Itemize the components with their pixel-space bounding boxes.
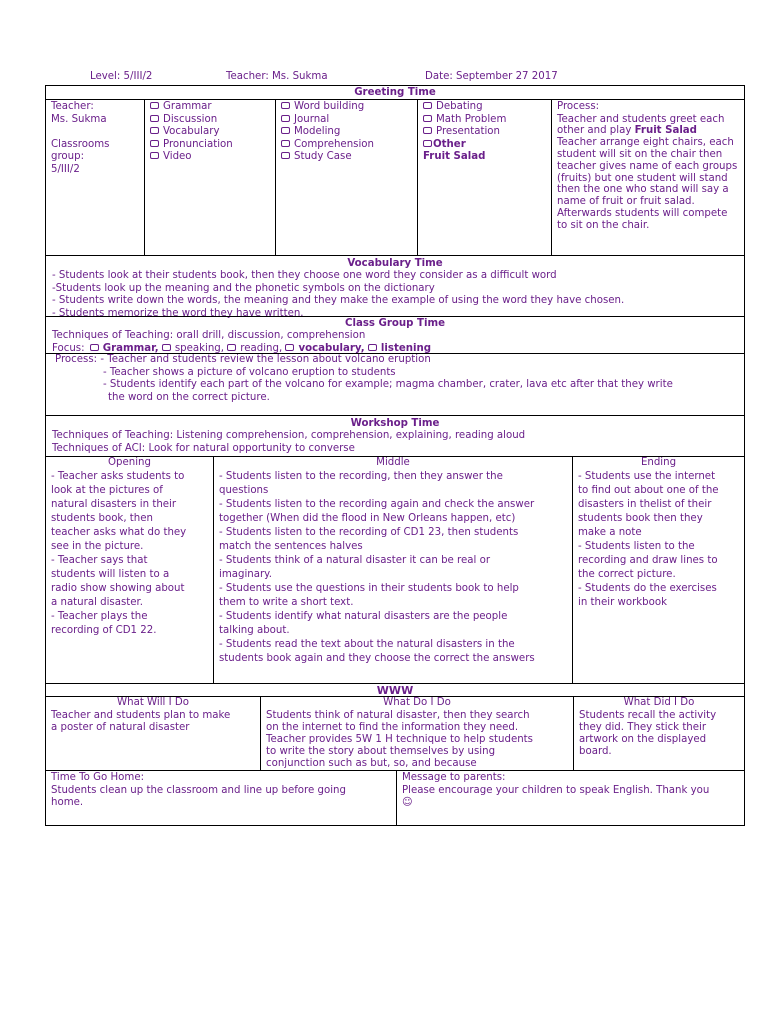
process-intro: Teacher and students greet each other and play bbox=[557, 113, 725, 137]
what-did-i-do-title: What Did I Do bbox=[623, 697, 695, 708]
text-line: Teacher and students plan to make bbox=[51, 709, 231, 721]
checkbox-debating[interactable] bbox=[423, 101, 546, 114]
checkbox-study-case[interactable] bbox=[281, 151, 412, 164]
checkbox-icon[interactable] bbox=[368, 344, 377, 351]
checkbox-icon bbox=[281, 102, 290, 109]
text-line: together (When did the flood in New Orleans happen, etc) bbox=[219, 512, 516, 524]
checkbox-comprehension[interactable] bbox=[281, 139, 412, 152]
text-line: - Students do the exercises bbox=[578, 582, 717, 594]
workshop-techniques: Techniques of Teaching: Listening comprehension, comprehension, explaining, reading aloud bbox=[52, 430, 526, 441]
text-line: - Students listen to the recording of CD1 23, then students bbox=[219, 526, 519, 538]
focus-reading: reading, bbox=[240, 342, 283, 354]
text-line: natural disasters in their bbox=[51, 498, 177, 510]
greeting-section bbox=[46, 86, 744, 99]
checkbox-video[interactable] bbox=[150, 151, 270, 164]
checkbox-journal[interactable] bbox=[281, 114, 412, 127]
text-line: the correct picture. bbox=[578, 568, 676, 580]
process-detail: Teacher arrange eight chairs, each student will sit on the chair then teacher gives name of each groups (fruits) but one student will stand then the one who stand will say a name of fruit or fruit salad. Afterwards students will compete to sit on the chair. bbox=[557, 137, 738, 231]
checkbox-label: Other bbox=[433, 138, 466, 150]
process-step: Process: - Teacher and students review the lesson about volcano eruption bbox=[55, 354, 431, 365]
opening-title: Opening bbox=[108, 457, 151, 468]
date-label: Date: September 27 2017 bbox=[425, 71, 558, 82]
greeting-teacher-col bbox=[46, 100, 144, 255]
text-line: make a note bbox=[578, 526, 642, 538]
workshop-ending-col bbox=[572, 457, 744, 683]
checkbox-icon bbox=[281, 115, 290, 122]
text-line: questions bbox=[219, 484, 269, 496]
footer-grid bbox=[46, 770, 744, 825]
ending-title: Ending bbox=[640, 457, 677, 468]
process-step: - Teacher shows a picture of volcano eruption to students bbox=[103, 366, 396, 378]
text-line: teacher asks what do they bbox=[51, 526, 187, 538]
text-line: radio show showing about bbox=[51, 582, 185, 594]
vocabulary-section bbox=[46, 255, 744, 319]
text-line: look at the pictures of bbox=[51, 484, 163, 496]
checkbox-icon[interactable] bbox=[90, 344, 99, 351]
greeting-activities-col-1 bbox=[144, 100, 275, 255]
checkbox-label: Word building bbox=[294, 101, 365, 112]
workshop-opening-col bbox=[46, 457, 213, 683]
checkbox-label: Debating bbox=[436, 101, 483, 112]
class-group-techniques: Techniques of Teaching: orall drill, discussion, comprehension bbox=[52, 330, 366, 341]
what-will-i-do-title: What Will I Do bbox=[117, 697, 189, 708]
checkbox-icon[interactable] bbox=[285, 344, 294, 351]
checkbox-icon bbox=[281, 140, 290, 147]
www-grid bbox=[46, 696, 744, 770]
focus-grammar: Grammar bbox=[102, 342, 155, 354]
text-line: disasters in thelist of their bbox=[578, 498, 712, 510]
checkbox-label: Discussion bbox=[163, 113, 218, 125]
workshop-grid bbox=[46, 456, 744, 683]
checkbox-other[interactable] bbox=[423, 139, 546, 152]
process-text bbox=[557, 114, 739, 232]
text-line: in their workbook bbox=[578, 596, 667, 608]
vocab-step: - Students memorize the word they have written. bbox=[52, 307, 304, 319]
text-line: - Students think of a natural disaster it can be real or bbox=[219, 554, 491, 566]
greeting-process-col bbox=[551, 100, 744, 255]
checkbox-label: Video bbox=[163, 151, 192, 163]
text-line: - Teacher says that bbox=[51, 554, 148, 566]
text-line: conjunction such as but, so, and because bbox=[266, 757, 477, 769]
time-to-go-home-col bbox=[46, 771, 396, 825]
spacer bbox=[51, 126, 139, 139]
checkbox-label: Journal bbox=[294, 113, 330, 125]
checkbox-label: Pronunciation bbox=[163, 138, 233, 150]
text-line: to write the story about themselves by using bbox=[266, 745, 496, 757]
checkbox-label: Vocabulary bbox=[163, 126, 220, 138]
text-line: recording of CD1 22. bbox=[51, 624, 157, 636]
text-line: Teacher: bbox=[51, 101, 94, 112]
workshop-title: Workshop Time bbox=[350, 418, 440, 429]
text-line: - Teacher asks students to bbox=[51, 470, 185, 482]
focus-listening: listening bbox=[380, 342, 432, 354]
www-will-col bbox=[46, 697, 260, 770]
text-line: Classrooms bbox=[51, 138, 110, 150]
focus-line: Focus: Grammar, speaking, reading, vocabulary, listening bbox=[52, 342, 432, 354]
text-line: Please encourage your children to speak English. Thank you bbox=[402, 784, 710, 796]
text-line: artwork on the displayed bbox=[579, 733, 707, 745]
text-line: Students clean up the classroom and line up before going bbox=[51, 784, 346, 796]
workshop-section bbox=[46, 415, 744, 456]
text-line: Students think of natural disaster, then they search bbox=[266, 709, 530, 721]
text-line: board. bbox=[579, 745, 612, 757]
other-activity-value: Fruit Salad bbox=[423, 151, 486, 163]
vocab-step: - Students look at their students book, then they choose one word they consider as a difficult word bbox=[52, 270, 557, 281]
checkbox-discussion[interactable] bbox=[150, 114, 270, 127]
checkbox-modeling[interactable] bbox=[281, 126, 412, 139]
text-line: - Students use the internet bbox=[578, 470, 716, 482]
www-do-col bbox=[260, 697, 573, 770]
focus-vocabulary: vocabulary bbox=[298, 342, 361, 354]
text-line: Teacher provides 5W 1 H technique to help students bbox=[266, 733, 533, 745]
text-line: - Students identify what natural disasters are the people bbox=[219, 610, 508, 622]
level-label: Level: 5/III/2 bbox=[90, 71, 153, 82]
checkbox-icon[interactable] bbox=[227, 344, 236, 351]
vocab-step: - Students write down the words, the meaning and they make the example of using the word they have chosen. bbox=[52, 295, 625, 307]
greeting-grid bbox=[46, 99, 744, 255]
vocab-step: -Students look up the meaning and the phonetic symbols on the dictionary bbox=[52, 282, 435, 294]
teacher-label: Teacher: Ms. Sukma bbox=[226, 71, 328, 82]
text-line: talking about. bbox=[219, 624, 290, 636]
checkbox-icon bbox=[423, 140, 432, 147]
checkbox-icon bbox=[423, 115, 432, 122]
checkbox-label: Study Case bbox=[294, 151, 352, 163]
class-group-process bbox=[46, 353, 744, 415]
text-line: a poster of natural disaster bbox=[51, 722, 190, 734]
text-line: on the internet to find the information they need. bbox=[266, 721, 519, 733]
text-line: match the sentences halves bbox=[219, 540, 363, 552]
checkbox-icon[interactable] bbox=[162, 344, 171, 351]
smiley-icon: ☺ bbox=[402, 797, 413, 809]
workshop-middle-col bbox=[213, 457, 572, 683]
www-section bbox=[46, 683, 744, 696]
text-line: - Teacher plays the bbox=[51, 610, 148, 622]
header-row bbox=[0, 71, 768, 85]
text-line: - Students use the questions in their students book to help bbox=[219, 582, 519, 594]
text-line: - Students listen to the recording, then they answer the bbox=[219, 470, 503, 482]
checkbox-math-problem[interactable] bbox=[423, 114, 546, 127]
checkbox-icon bbox=[281, 152, 290, 159]
lesson-plan-table bbox=[45, 85, 745, 826]
checkbox-icon bbox=[150, 102, 159, 109]
text-line: see in the picture. bbox=[51, 540, 144, 552]
text-line: students book then they bbox=[578, 512, 703, 524]
checkbox-label: Math Problem bbox=[436, 113, 507, 125]
www-title: WWW bbox=[376, 684, 414, 697]
checkbox-grammar[interactable] bbox=[150, 101, 270, 114]
checkbox-label: Presentation bbox=[436, 126, 500, 138]
parents-title: Message to parents: bbox=[402, 772, 506, 783]
vocabulary-title: Vocabulary Time bbox=[347, 258, 443, 269]
checkbox-icon bbox=[150, 140, 159, 147]
text-line: - Students listen to the recording again and check the answer bbox=[219, 498, 535, 510]
text-line: Ms. Sukma bbox=[51, 113, 107, 125]
text-line: recording and draw lines to bbox=[578, 554, 718, 566]
text-line: 5/III/2 bbox=[51, 163, 80, 175]
checkbox-icon bbox=[281, 127, 290, 134]
process-step: the word on the correct picture. bbox=[108, 391, 270, 403]
checkbox-icon bbox=[150, 115, 159, 122]
process-label: Process: bbox=[557, 101, 600, 112]
checkbox-vocabulary[interactable] bbox=[150, 126, 270, 139]
greeting-activities-col-2 bbox=[275, 100, 417, 255]
greeting-title: Greeting Time bbox=[354, 87, 436, 98]
text-line: students book, then bbox=[51, 512, 153, 524]
text-line: to find out about one of the bbox=[578, 484, 719, 496]
message-to-parents-col bbox=[396, 771, 744, 825]
text-line: - Students read the text about the natural disasters in the bbox=[219, 638, 515, 650]
workshop-aci-techniques: Techniques of ACI: Look for natural opportunity to converse bbox=[52, 442, 355, 454]
checkbox-label: Modeling bbox=[294, 126, 341, 138]
text-line: them to write a short text. bbox=[219, 596, 354, 608]
focus-speaking: speaking, bbox=[174, 342, 224, 354]
checkbox-pronunciation[interactable] bbox=[150, 139, 270, 152]
middle-title: Middle bbox=[376, 457, 410, 468]
checkbox-icon bbox=[150, 152, 159, 159]
www-did-col bbox=[573, 697, 744, 770]
checkbox-label: Comprehension bbox=[294, 138, 374, 150]
checkbox-icon bbox=[150, 127, 159, 134]
process-step: - Students identify each part of the volcano for example; magma chamber, crater, lava etc after that they write bbox=[103, 379, 673, 391]
process-game-name: Fruit Salad bbox=[634, 125, 697, 137]
checkbox-icon bbox=[423, 102, 432, 109]
text-line: students book again and they choose the correct the answers bbox=[219, 652, 535, 664]
checkbox-word-building[interactable] bbox=[281, 101, 412, 114]
checkbox-icon bbox=[423, 127, 432, 134]
text-line: they did. They stick their bbox=[579, 721, 707, 733]
what-do-i-do-title: What Do I Do bbox=[383, 697, 451, 708]
focus-label: Focus: bbox=[52, 342, 85, 354]
class-group-title: Class Group Time bbox=[345, 318, 445, 329]
class-group-section bbox=[46, 316, 744, 353]
text-line: - Students listen to the bbox=[578, 540, 695, 552]
text-line: students will listen to a bbox=[51, 568, 170, 580]
text-line: group: bbox=[51, 151, 85, 163]
text-line: a natural disaster. bbox=[51, 596, 144, 608]
checkbox-presentation[interactable] bbox=[423, 126, 546, 139]
text-line: Students recall the activity bbox=[579, 709, 717, 721]
checkbox-label: Grammar bbox=[163, 101, 212, 112]
greeting-activities-col-3 bbox=[417, 100, 551, 255]
home-title: Time To Go Home: bbox=[51, 772, 145, 783]
text-line: imaginary. bbox=[219, 568, 272, 580]
text-line: home. bbox=[51, 797, 84, 809]
